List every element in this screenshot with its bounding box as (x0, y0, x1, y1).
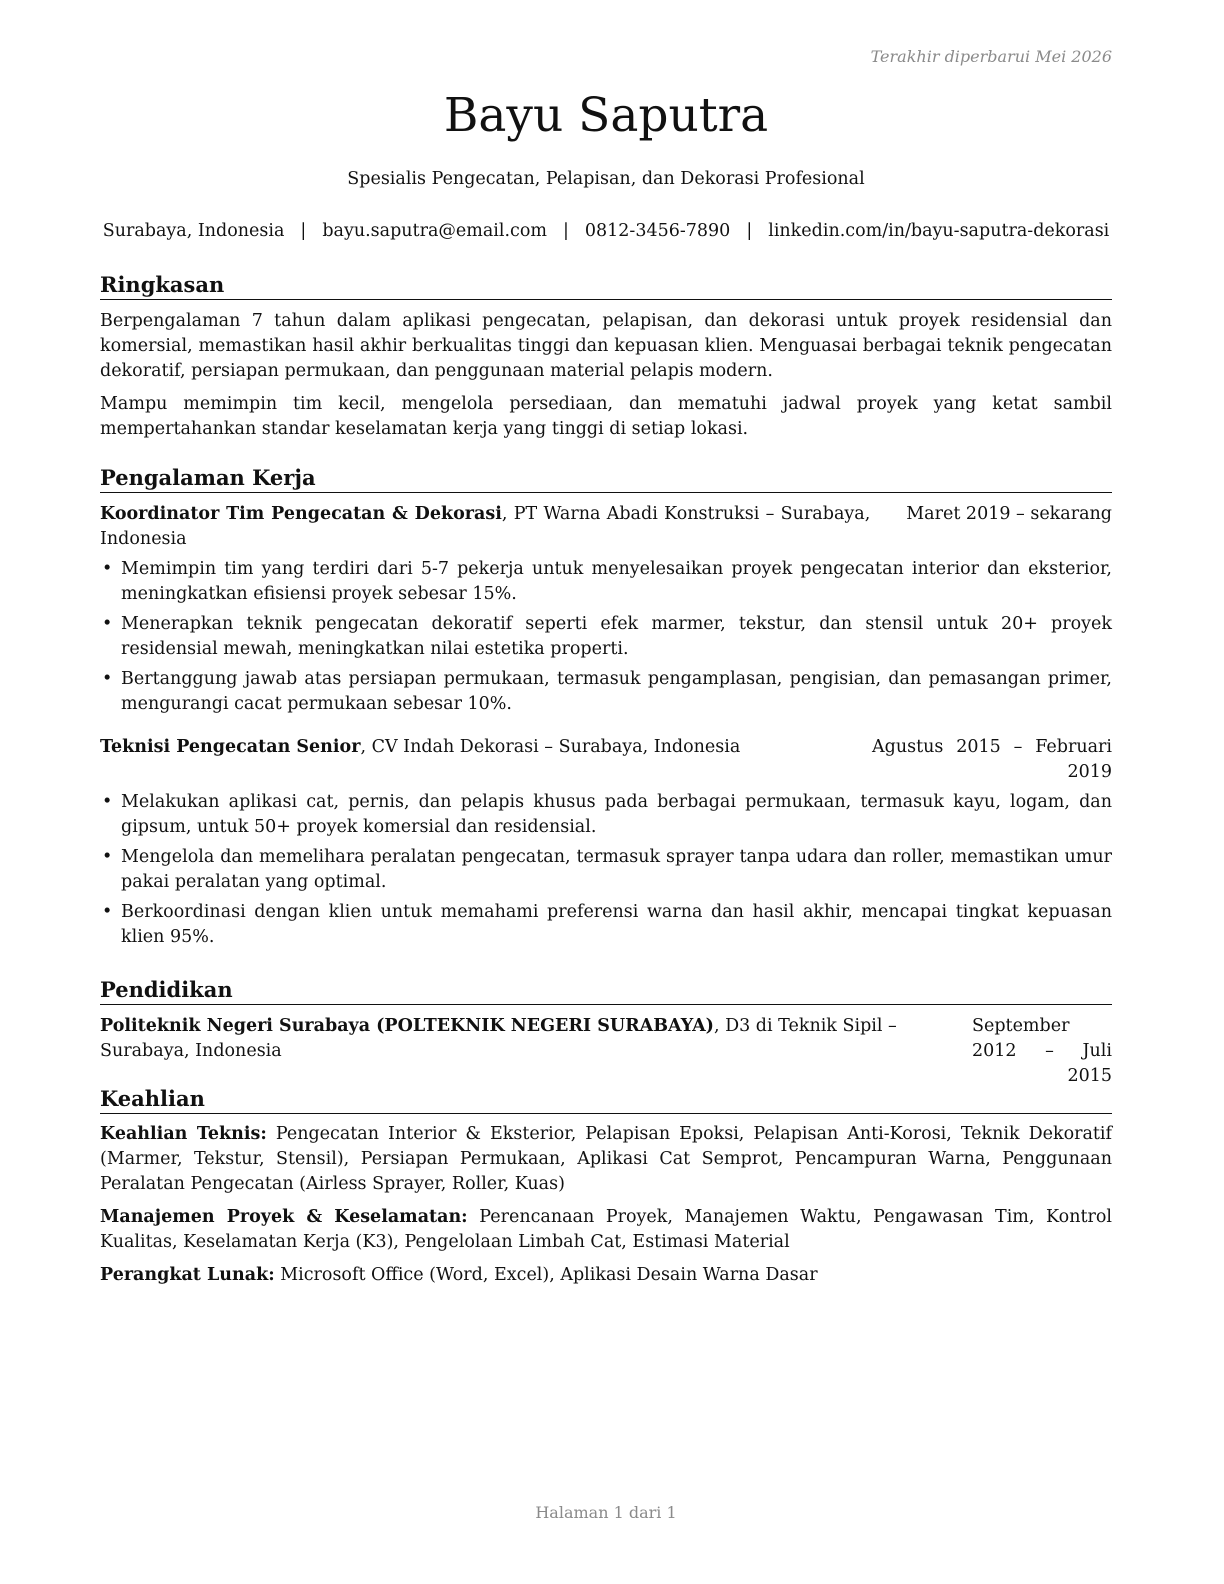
bullet-text: Melakukan aplikasi cat, pernis, dan pelapis khusus pada berbagai permukaan, termasuk kayu, logam, dan gipsum, untuk 50+ proyek komersial dan residensial. (121, 792, 1112, 837)
bullet-icon: • (102, 847, 113, 867)
contact-email[interactable]: bayu.saputra@email.com (322, 221, 547, 241)
bullet-icon: • (102, 902, 113, 922)
summary-section (100, 271, 1112, 442)
education-heading: Pendidikan (100, 976, 1112, 1005)
skills-section (100, 1085, 1112, 1288)
job-company: , CV Indah Dekorasi – Surabaya, Indonesia (360, 737, 741, 757)
skill-group-label: Keahlian Teknis: (100, 1124, 267, 1144)
education-section (100, 976, 1112, 1089)
skill-group-label: Perangkat Lunak: (100, 1265, 275, 1285)
resume-page (100, 0, 1112, 1584)
education-dates: September 2012 – Juli 2015 (972, 1016, 1112, 1086)
contact-linkedin[interactable]: linkedin.com/in/bayu-saputra-dekorasi (768, 221, 1110, 241)
contact-separator: | (562, 221, 569, 241)
bullet-icon: • (102, 614, 113, 634)
contact-location: Surabaya, Indonesia (102, 221, 285, 241)
job-dates: Maret 2019 – sekarang (906, 504, 1112, 524)
job-title-line (100, 735, 872, 760)
skill-group-text: Pengecatan Interior & Eksterior, Pelapisan Epoksi, Pelapisan Anti-Korosi, Teknik Dekoratif (Marmer, Tekstur, Stensil), Persiapan Permukaan, Aplikasi Cat Semprot, Pencampuran Warna, Penggunaan Peralatan Pengecatan (Airless Sprayer, Roller, Kuas) (100, 1124, 1113, 1194)
job-bullet (100, 900, 1112, 950)
bullet-icon: • (102, 559, 113, 579)
last-updated-note: Terakhir diperbarui Mei 2026 (870, 47, 1112, 66)
bullet-icon: • (102, 669, 113, 689)
skill-group-text: Microsoft Office (Word, Excel), Aplikasi Desain Warna Dasar (274, 1265, 818, 1285)
job-header (100, 735, 1112, 785)
bullet-text: Bertanggung jawab atas persiapan permukaan, termasuk pengamplasan, pengisian, dan pemasangan primer, mengurangi cacat permukaan sebesar 10%. (121, 669, 1112, 714)
education-detail: , D3 di Teknik Sipil – Surabaya, Indonesia (100, 1016, 897, 1061)
bullet-text: Berkoordinasi dengan klien untuk memahami preferensi warna dan hasil akhir, mencapai tingkat kepuasan klien 95%. (121, 902, 1112, 947)
bullet-text: Memimpin tim yang terdiri dari 5-7 pekerja untuk menyelesaikan proyek pengecatan interior dan eksterior, meningkatkan efisiensi proyek sebesar 15%. (121, 559, 1112, 604)
job-title-line (100, 502, 870, 552)
bullet-text: Menerapkan teknik pengecatan dekoratif seperti efek marmer, tekstur, dan stensil untuk 20+ proyek residensial mewah, meningkatkan nilai estetika properti. (121, 614, 1112, 659)
experience-section (100, 464, 1112, 955)
contact-separator: | (300, 221, 307, 241)
page-number-footer: Halaman 1 dari 1 (535, 1503, 677, 1522)
bullet-text: Mengelola dan memelihara peralatan pengecatan, termasuk sprayer tanpa udara dan roller, memastikan umur pakai peralatan yang optimal. (121, 847, 1112, 892)
skill-group (100, 1263, 1112, 1288)
job-company: , PT Warna Abadi Konstruksi – Surabaya, Indonesia (100, 504, 871, 549)
job-header (100, 502, 1112, 552)
skill-group-label: Manajemen Proyek & Keselamatan: (100, 1207, 468, 1227)
education-title-line (100, 1014, 972, 1064)
education-entry (100, 1014, 1112, 1089)
bullet-icon: • (102, 792, 113, 812)
job-bullet-list (100, 790, 1112, 950)
job-bullet-list (100, 557, 1112, 717)
education-school: Politeknik Negeri Surabaya (POLTEKNIK NEGERI SURABAYA) (100, 1016, 714, 1036)
job-role: Koordinator Tim Pengecatan & Dekorasi (100, 504, 502, 524)
job-bullet (100, 557, 1112, 607)
summary-paragraph: Berpengalaman 7 tahun dalam aplikasi pengecatan, pelapisan, dan dekorasi untuk proyek residensial dan komersial, memastikan hasil akhir berkualitas tinggi dan kepuasan klien. Menguasai berbagai teknik pengecatan dekoratif, persiapan permukaan, dan penggunaan material pelapis modern. (100, 311, 1112, 381)
summary-paragraph: Mampu memimpin tim kecil, mengelola persediaan, dan mematuhi jadwal proyek yang ketat sambil mempertahankan standar keselamatan kerja yang tinggi di setiap lokasi. (100, 394, 1112, 439)
job-role: Teknisi Pengecatan Senior (100, 737, 361, 757)
skills-heading: Keahlian (100, 1085, 1112, 1114)
job-bullet (100, 845, 1112, 895)
contact-line (88, 219, 1124, 244)
contact-phone[interactable]: 0812-3456-7890 (584, 221, 731, 241)
job-dates: Agustus 2015 – Februari 2019 (872, 737, 1112, 782)
experience-heading: Pengalaman Kerja (100, 464, 1112, 493)
job-bullet (100, 667, 1112, 717)
person-name: Bayu Saputra (443, 88, 769, 143)
skill-group (100, 1122, 1112, 1197)
job-bullet (100, 790, 1112, 840)
contact-separator: | (746, 221, 753, 241)
professional-tagline: Spesialis Pengecatan, Pelapisan, dan Dekorasi Profesional (347, 169, 865, 189)
skill-group (100, 1205, 1112, 1255)
summary-heading: Ringkasan (100, 271, 1112, 300)
job-bullet (100, 612, 1112, 662)
skill-group-text: Perencanaan Proyek, Manajemen Waktu, Pengawasan Tim, Kontrol Kualitas, Keselamatan Kerja (K3), Pengelolaan Limbah Cat, Estimasi Material (100, 1207, 1112, 1252)
